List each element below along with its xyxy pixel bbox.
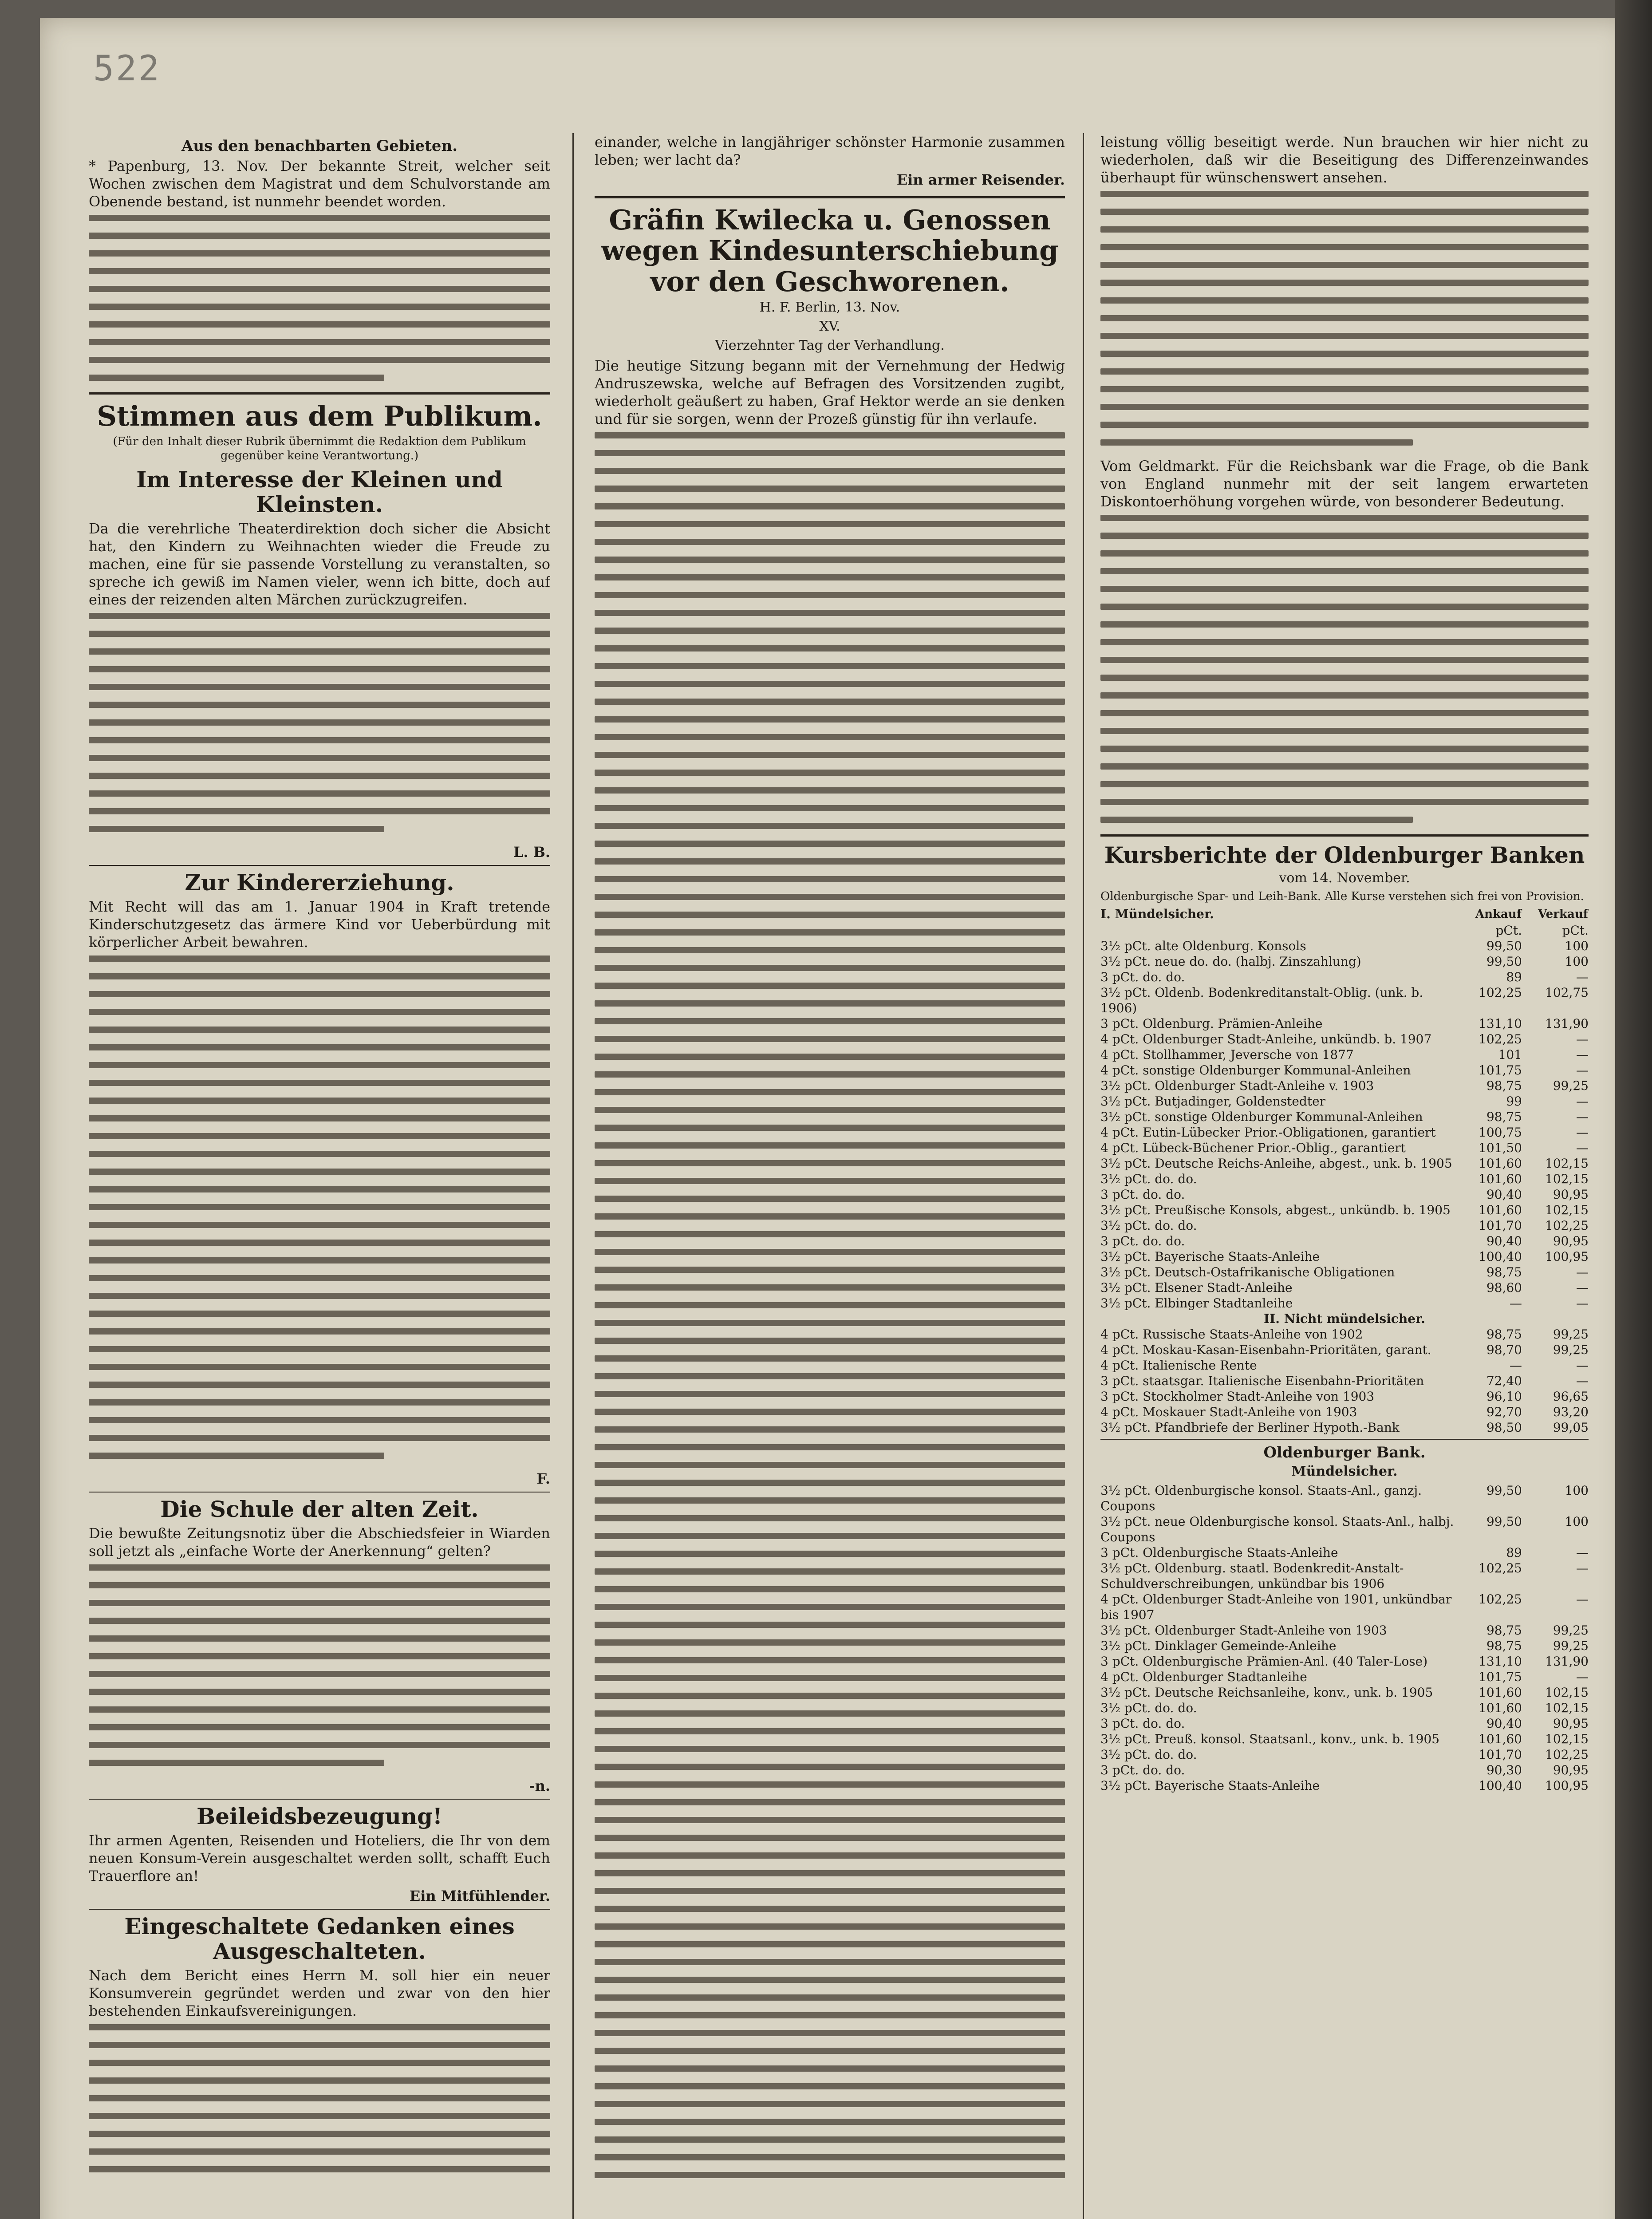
rate-label: 4 pCt. Lübeck-Büchener Prior.-Oblig., garantiert: [1100, 1141, 1406, 1155]
table-row: [1100, 954, 1589, 969]
rate-verkauf: 99,25: [1553, 1623, 1589, 1638]
rate-verkauf: 100: [1565, 1483, 1589, 1498]
rate-ankauf: 98,60: [1486, 1280, 1522, 1295]
table-header-row: [1100, 906, 1589, 923]
table-row: [1100, 1327, 1589, 1342]
rates-table-2: [1100, 1483, 1589, 1793]
table-row: [1100, 1778, 1589, 1793]
rate-label: 3½ pCt. Oldenb. Bodenkreditanstalt-Oblig. (unk. b. 1906): [1100, 985, 1423, 1015]
rate-label: 3½ pCt. do. do.: [1100, 1172, 1197, 1186]
rate-label: 3 pCt. Oldenburg. Prämien-Anleihe: [1100, 1016, 1323, 1031]
rate-label: 3½ pCt. Preußische Konsols, abgest., unkündb. b. 1905: [1100, 1203, 1451, 1217]
rate-verkauf: 90,95: [1553, 1716, 1589, 1731]
table-row: [1100, 1094, 1589, 1109]
rate-ankauf: 98,75: [1486, 1639, 1522, 1654]
rate-verkauf: —: [1576, 1374, 1589, 1388]
column-2: [595, 133, 1065, 2183]
rate-ankauf: 101,75: [1479, 1063, 1522, 1078]
rate-ankauf: 101,60: [1479, 1203, 1522, 1217]
unit-row: [1100, 923, 1589, 938]
rate-label: 3 pCt. staatsgar. Italienische Eisenbahn-Prioritäten: [1100, 1374, 1424, 1388]
rate-verkauf: 93,20: [1553, 1405, 1589, 1419]
separator: [89, 865, 550, 866]
rate-label: 3 pCt. do. do.: [1100, 1187, 1185, 1202]
article-text: Mit Recht will das am 1. Januar 1904 in Kraft tretende Kinderschutzgesetz das ärmere Kind vor Ueberbürdung mit körperlicher Arbeit bewahren.: [89, 898, 550, 951]
text-lines: [89, 954, 550, 1459]
rate-verkauf: —: [1576, 970, 1589, 984]
separator: [89, 1799, 550, 1800]
rate-label: 4 pCt. Russische Staats-Anleihe von 1902: [1100, 1327, 1363, 1342]
table-row: [1100, 1373, 1589, 1389]
separator: [89, 1909, 550, 1910]
rate-label: 3½ pCt. Deutsche Reichs-Anleihe, abgest., unk. b. 1905: [1100, 1156, 1452, 1171]
unit-label: pCt.: [1562, 923, 1589, 938]
table-row: [1100, 1762, 1589, 1778]
article-text: einander, welche in langjähriger schönster Harmonie zusammen leben; wer lacht da?: [595, 134, 1065, 168]
rate-label: 3 pCt. do. do.: [1100, 970, 1185, 984]
rate-ankauf: 102,25: [1479, 1561, 1522, 1576]
rate-verkauf: 100,95: [1545, 1249, 1589, 1264]
rate-verkauf: —: [1576, 1110, 1589, 1124]
rate-verkauf: 131,90: [1545, 1654, 1589, 1669]
signature: L. B.: [513, 843, 550, 861]
table-row: [1100, 1685, 1589, 1700]
table-row: [1100, 1295, 1589, 1311]
rate-ankauf: 101,50: [1479, 1141, 1522, 1155]
article-text: Die bewußte Zeitungsnotiz über die Abschiedsfeier in Wiarden soll jetzt als „einfache Worte der Anerkennung“ gelten?: [89, 1524, 550, 1560]
rate-ankauf: 99: [1506, 1094, 1522, 1109]
table-row: [1100, 1389, 1589, 1404]
rate-ankauf: 98,75: [1486, 1623, 1522, 1638]
rate-ankauf: 92,70: [1486, 1405, 1522, 1419]
rate-label: 3 pCt. do. do.: [1100, 1234, 1185, 1248]
page-number: 522: [93, 49, 161, 89]
rate-ankauf: 90,40: [1486, 1234, 1522, 1248]
rate-ankauf: 90,30: [1486, 1763, 1522, 1778]
article-title-erziehung: Zur Kindererziehung.: [185, 869, 454, 896]
signature: Ein Mitfühlender.: [409, 1887, 550, 1904]
table-row: [1100, 1545, 1589, 1560]
rates-table-1: [1100, 906, 1589, 1435]
rate-verkauf: —: [1576, 1296, 1589, 1311]
rate-verkauf: —: [1576, 1032, 1589, 1046]
rate-label: 3½ pCt. Deutsch-Ostafrikanische Obligationen: [1100, 1265, 1395, 1279]
table-row: [1100, 1125, 1589, 1140]
rate-ankauf: 99,50: [1486, 954, 1522, 969]
article-title-gedanken: Eingeschaltete Gedanken eines Ausgeschalteten.: [124, 1913, 515, 1964]
section-label: I. Mündelsicher.: [1100, 907, 1214, 921]
rate-ankauf: 100,40: [1479, 1778, 1522, 1793]
unit-label: pCt.: [1495, 923, 1522, 938]
rate-ankauf: 89: [1506, 970, 1522, 984]
rate-ankauf: 101,60: [1479, 1172, 1522, 1186]
rate-label: 3½ pCt. Bayerische Staats-Anleihe: [1100, 1249, 1320, 1264]
rate-ankauf: 101,60: [1479, 1156, 1522, 1171]
table-row: [1100, 1156, 1589, 1171]
rate-ankauf: 102,25: [1479, 985, 1522, 1000]
rate-ankauf: 101,60: [1479, 1732, 1522, 1747]
table-row: [1100, 1062, 1589, 1078]
separator: [1100, 834, 1589, 837]
table-row: [1100, 1747, 1589, 1762]
rate-verkauf: 99,25: [1553, 1342, 1589, 1357]
rate-label: 3½ pCt. neue do. do. (halbj. Zinszahlung): [1100, 954, 1361, 969]
rate-verkauf: 131,90: [1545, 1016, 1589, 1031]
rate-label: 3½ pCt. Oldenburg. staatl. Bodenkredit-Anstalt-Schuldverschreibungen, unkündbar bis 1906: [1100, 1561, 1404, 1591]
rate-verkauf: 99,25: [1553, 1327, 1589, 1342]
rate-ankauf: 101,60: [1479, 1685, 1522, 1700]
table-row: [1100, 1171, 1589, 1187]
rate-label: 3½ pCt. alte Oldenburg. Konsols: [1100, 939, 1306, 953]
table-row: [1100, 1358, 1589, 1373]
table-row: [1100, 1731, 1589, 1747]
rate-ankauf: 101: [1498, 1047, 1522, 1062]
table-row: [1100, 1483, 1589, 1514]
rate-verkauf: 100: [1565, 954, 1589, 969]
table-row: [1100, 1514, 1589, 1545]
rate-verkauf: 102,25: [1545, 1218, 1589, 1233]
column-rule: [572, 133, 574, 2219]
article-text: Nach dem Bericht eines Herrn M. soll hier ein neuer Konsumverein gegründet werden und zwar von den hier bestehenden Einkaufsvereinigungen.: [89, 1966, 550, 2019]
table-row: [1100, 1342, 1589, 1358]
separator: [1100, 1439, 1589, 1440]
rate-ankauf: 101,60: [1479, 1701, 1522, 1716]
text-lines: [89, 1563, 550, 1766]
rate-label: 3½ pCt. Oldenburger Stadt-Anleihe v. 1903: [1100, 1078, 1374, 1093]
text-lines: [89, 611, 550, 832]
rate-label: 3½ pCt. do. do.: [1100, 1701, 1197, 1716]
rate-verkauf: 102,15: [1545, 1732, 1589, 1747]
table-section-row: [1100, 1311, 1589, 1327]
text-lines: [1100, 189, 1589, 446]
rate-label: 3½ pCt. Dinklager Gemeinde-Anleihe: [1100, 1639, 1337, 1654]
separator: [595, 196, 1065, 198]
section-title-publikum: Stimmen aus dem Publikum.: [97, 400, 542, 433]
rate-verkauf: 99,25: [1553, 1639, 1589, 1654]
rate-ankauf: 90,40: [1486, 1187, 1522, 1202]
rate-ankauf: 98,75: [1486, 1110, 1522, 1124]
rate-label: 3 pCt. do. do.: [1100, 1763, 1185, 1778]
signature: Ein armer Reisender.: [896, 171, 1065, 188]
table-row: [1100, 1654, 1589, 1669]
rate-ankauf: 99,50: [1486, 1514, 1522, 1529]
rate-verkauf: —: [1576, 1545, 1589, 1560]
rate-label: 3½ pCt. Preuß. konsol. Staatsanl., konv., unk. b. 1905: [1100, 1732, 1440, 1747]
table-row: [1100, 1420, 1589, 1435]
table-row: [1100, 1187, 1589, 1202]
rate-verkauf: 102,15: [1545, 1203, 1589, 1217]
rate-ankauf: 72,40: [1486, 1374, 1522, 1388]
table-row: [1100, 1669, 1589, 1685]
rate-label: 3½ pCt. Pfandbriefe der Berliner Hypoth.-Bank: [1100, 1420, 1400, 1435]
rate-label: 4 pCt. Eutin-Lübecker Prior.-Obligationen, garantiert: [1100, 1125, 1436, 1140]
article-text: * Papenburg, 13. Nov. Der bekannte Streit, welcher seit Wochen zwischen dem Magistrat und dem Schulvorstande am Obenende bestand, ist nunmehr beendet worden.: [89, 158, 550, 210]
rate-label: 4 pCt. Moskau-Kasan-Eisenbahn-Prioritäten, garant.: [1100, 1342, 1431, 1357]
rate-label: 3 pCt. Oldenburgische Prämien-Anl. (40 Taler-Lose): [1100, 1654, 1428, 1669]
rate-verkauf: 90,95: [1553, 1234, 1589, 1248]
rate-label: 3½ pCt. Oldenburgische konsol. Staats-Anl., ganzj. Coupons: [1100, 1483, 1422, 1514]
article-title-beileid: Beileidsbezeugung!: [197, 1803, 442, 1829]
rate-verkauf: —: [1576, 1592, 1589, 1607]
rate-label: 4 pCt. Oldenburger Stadt-Anleihe von 1901, unkündbar bis 1907: [1100, 1592, 1452, 1623]
rate-label: 3 pCt. Oldenburgische Staats-Anleihe: [1100, 1545, 1338, 1560]
table-row: [1100, 1047, 1589, 1062]
rate-ankauf: —: [1510, 1296, 1522, 1311]
article-text: leistung völlig beseitigt werde. Nun brauchen wir hier nicht zu wiederholen, daß wir die Beseitigung des Differenzeinwandes überhaupt für wünschenswert ansehen.: [1100, 134, 1589, 186]
rate-ankauf: 98,50: [1486, 1420, 1522, 1435]
rate-verkauf: 100,95: [1545, 1778, 1589, 1793]
table-row: [1100, 1700, 1589, 1716]
rate-verkauf: 99,25: [1553, 1078, 1589, 1093]
rate-ankauf: 131,10: [1479, 1654, 1522, 1669]
rate-verkauf: 102,75: [1545, 985, 1589, 1000]
rate-label: 4 pCt. Stollhammer, Jeversche von 1877: [1100, 1047, 1354, 1062]
rate-verkauf: —: [1576, 1125, 1589, 1140]
rate-ankauf: 99,50: [1486, 939, 1522, 953]
column-rule: [1083, 133, 1084, 2219]
article-text: Die heutige Sitzung begann mit der Vernehmung der Hedwig Andruszewska, welche auf Befragen des Vorsitzenden zugibt, wiederholt geäußert zu haben, Graf Hektor werde an sie denken und für sie sorgen, wenn der Prozeß günstig für ihn verlaufe.: [595, 357, 1065, 428]
table-row: [1100, 1249, 1589, 1264]
table-row: [1100, 1202, 1589, 1218]
section-label: Mündelsicher.: [1291, 1464, 1398, 1480]
rate-verkauf: 102,15: [1545, 1701, 1589, 1716]
table-row: [1100, 938, 1589, 954]
rate-verkauf: 102,15: [1545, 1172, 1589, 1186]
rate-verkauf: —: [1576, 1141, 1589, 1155]
table-row: [1100, 1233, 1589, 1249]
rate-label: 3½ pCt. Butjadinger, Goldenstedter: [1100, 1094, 1326, 1109]
rate-verkauf: —: [1576, 1047, 1589, 1062]
rate-ankauf: —: [1510, 1358, 1522, 1373]
table-row: [1100, 1404, 1589, 1420]
article-title-kleinen: Im Interesse der Kleinen und Kleinsten.: [136, 466, 503, 517]
article-text: Ihr armen Agenten, Reisenden und Hoteliers, die Ihr von dem neuen Konsum-Verein ausgeschaltet werden sollt, schafft Euch Trauerflore an!: [89, 1832, 550, 1884]
table-row: [1100, 1140, 1589, 1156]
rate-verkauf: 102,15: [1545, 1685, 1589, 1700]
rate-label: 4 pCt. Oldenburger Stadt-Anleihe, unkündb. b. 1907: [1100, 1032, 1432, 1046]
rate-ankauf: 101,70: [1479, 1747, 1522, 1762]
rate-label: 3½ pCt. sonstige Oldenburger Kommunal-Anleihen: [1100, 1110, 1423, 1124]
rate-verkauf: 102,15: [1545, 1156, 1589, 1171]
rate-verkauf: —: [1576, 1063, 1589, 1078]
signature: -n.: [529, 1777, 550, 1794]
rate-verkauf: 96,65: [1553, 1389, 1589, 1404]
rate-verkauf: 90,95: [1553, 1763, 1589, 1778]
rate-verkauf: 90,95: [1553, 1187, 1589, 1202]
table-row: [1100, 1109, 1589, 1125]
rate-label: 4 pCt. Moskauer Stadt-Anleihe von 1903: [1100, 1405, 1357, 1419]
kursberichte-date: vom 14. November.: [1279, 870, 1410, 886]
rate-verkauf: —: [1576, 1280, 1589, 1295]
table-row: [1100, 1716, 1589, 1731]
table-row: [1100, 1591, 1589, 1623]
section-note: (Für den Inhalt dieser Rubrik übernimmt die Redaktion dem Publikum gegenüber keine Verantwortung.): [113, 434, 526, 462]
rate-label: 3½ pCt. neue Oldenburgische konsol. Staats-Anl., halbj. Coupons: [1100, 1514, 1454, 1545]
signature: F.: [536, 1470, 550, 1487]
section-label: II. Nicht mündelsicher.: [1264, 1311, 1425, 1326]
bank-title: Oldenburger Bank.: [1263, 1444, 1426, 1461]
rate-label: 4 pCt. Italienische Rente: [1100, 1358, 1257, 1373]
rate-label: 3½ pCt. do. do.: [1100, 1747, 1197, 1762]
rate-verkauf: 100: [1565, 939, 1589, 953]
rate-ankauf: 101,70: [1479, 1218, 1522, 1233]
table-row: [1100, 1016, 1589, 1031]
rate-verkauf: 99,05: [1553, 1420, 1589, 1435]
rate-label: 3½ pCt. Elsener Stadt-Anleihe: [1100, 1280, 1293, 1295]
rate-ankauf: 96,10: [1486, 1389, 1522, 1404]
rate-label: 3½ pCt. Bayerische Staats-Anleihe: [1100, 1778, 1320, 1793]
rate-ankauf: 98,75: [1486, 1327, 1522, 1342]
rate-ankauf: 102,25: [1479, 1032, 1522, 1046]
table-row: [1100, 1623, 1589, 1638]
table-row: [1100, 1031, 1589, 1047]
article-title-trial: Gräfin Kwilecka u. Genossen wegen Kindesunterschiebung vor den Geschworenen.: [601, 204, 1059, 298]
rate-ankauf: 131,10: [1479, 1016, 1522, 1031]
rate-label: 3½ pCt. Oldenburger Stadt-Anleihe von 1903: [1100, 1623, 1387, 1638]
text-lines: [89, 213, 550, 381]
text-lines: [595, 430, 1065, 2183]
rate-ankauf: 89: [1506, 1545, 1522, 1560]
column-3: [1100, 133, 1589, 2183]
rate-verkauf: —: [1576, 1094, 1589, 1109]
table-row: [1100, 1078, 1589, 1094]
table-row: [1100, 1280, 1589, 1295]
table-row: [1100, 1264, 1589, 1280]
kursberichte-title: Kursberichte der Oldenburger Banken: [1104, 842, 1585, 868]
part-numeral: XV.: [819, 319, 840, 335]
rate-verkauf: 100: [1565, 1514, 1589, 1529]
rate-ankauf: 100,75: [1479, 1125, 1522, 1140]
rate-verkauf: —: [1576, 1670, 1589, 1685]
article-subtitle: Vierzehnter Tag der Verhandlung.: [715, 338, 945, 354]
rate-label: 3½ pCt. Elbinger Stadtanleihe: [1100, 1296, 1293, 1311]
rate-ankauf: 98,70: [1486, 1342, 1522, 1357]
dateline: H. F. Berlin, 13. Nov.: [759, 300, 900, 316]
text-lines: [89, 2022, 550, 2183]
rate-ankauf: 100,40: [1479, 1249, 1522, 1264]
rate-ankauf: 90,40: [1486, 1716, 1522, 1731]
rate-label: 3 pCt. do. do.: [1100, 1716, 1185, 1731]
rate-verkauf: 102,25: [1545, 1747, 1589, 1762]
section-title-local: Aus den benachbarten Gebieten.: [181, 137, 458, 155]
text-lines: [1100, 513, 1589, 823]
rate-ankauf: 98,75: [1486, 1265, 1522, 1279]
table-row: [1100, 1638, 1589, 1654]
rate-ankauf: 98,75: [1486, 1078, 1522, 1093]
rate-ankauf: 101,75: [1479, 1670, 1522, 1685]
table-row: [1100, 969, 1589, 985]
bank-name: Oldenburgische Spar- und Leih-Bank. Alle Kurse verstehen sich frei von Provision.: [1100, 890, 1584, 903]
rate-label: 4 pCt. Oldenburger Stadtanleihe: [1100, 1670, 1307, 1685]
binding-shadow: [1615, 0, 1652, 2219]
rate-ankauf: 99,50: [1486, 1483, 1522, 1498]
column-1: [89, 133, 550, 2183]
rate-verkauf: —: [1576, 1265, 1589, 1279]
table-row: [1100, 1218, 1589, 1233]
rate-verkauf: —: [1576, 1561, 1589, 1576]
table-row: [1100, 1560, 1589, 1591]
column-header-verkauf: Verkauf: [1538, 908, 1588, 921]
article-text: Da die verehrliche Theaterdirektion doch sicher die Absicht hat, den Kindern zu Weihnachten wieder die Freude zu machen, eine für sie passende Vorstellung zu veranstalten, so spreche ich gewiß im Namen vieler, wenn ich bitte, doch auf eines der reizenden alten Märchen zurückzugreifen.: [89, 520, 550, 608]
column-header-ankauf: Ankauf: [1475, 908, 1522, 921]
rate-verkauf: —: [1576, 1358, 1589, 1373]
separator: [89, 392, 550, 395]
rate-label: 3½ pCt. Deutsche Reichsanleihe, konv., unk. b. 1905: [1100, 1685, 1433, 1700]
rate-label: 3½ pCt. do. do.: [1100, 1218, 1197, 1233]
rate-ankauf: 102,25: [1479, 1592, 1522, 1607]
table-row: [1100, 985, 1589, 1016]
rate-label: 3 pCt. Stockholmer Stadt-Anleihe von 1903: [1100, 1389, 1375, 1404]
article-title-schule: Die Schule der alten Zeit.: [160, 1496, 479, 1522]
article-text: Vom Geldmarkt. Für die Reichsbank war die Frage, ob die Bank von England nunmehr mit der seit langem erwarteten Diskontoerhöhung vorgehen würde, von besonderer Bedeutung.: [1100, 458, 1589, 510]
rate-label: 4 pCt. sonstige Oldenburger Kommunal-Anleihen: [1100, 1063, 1411, 1078]
